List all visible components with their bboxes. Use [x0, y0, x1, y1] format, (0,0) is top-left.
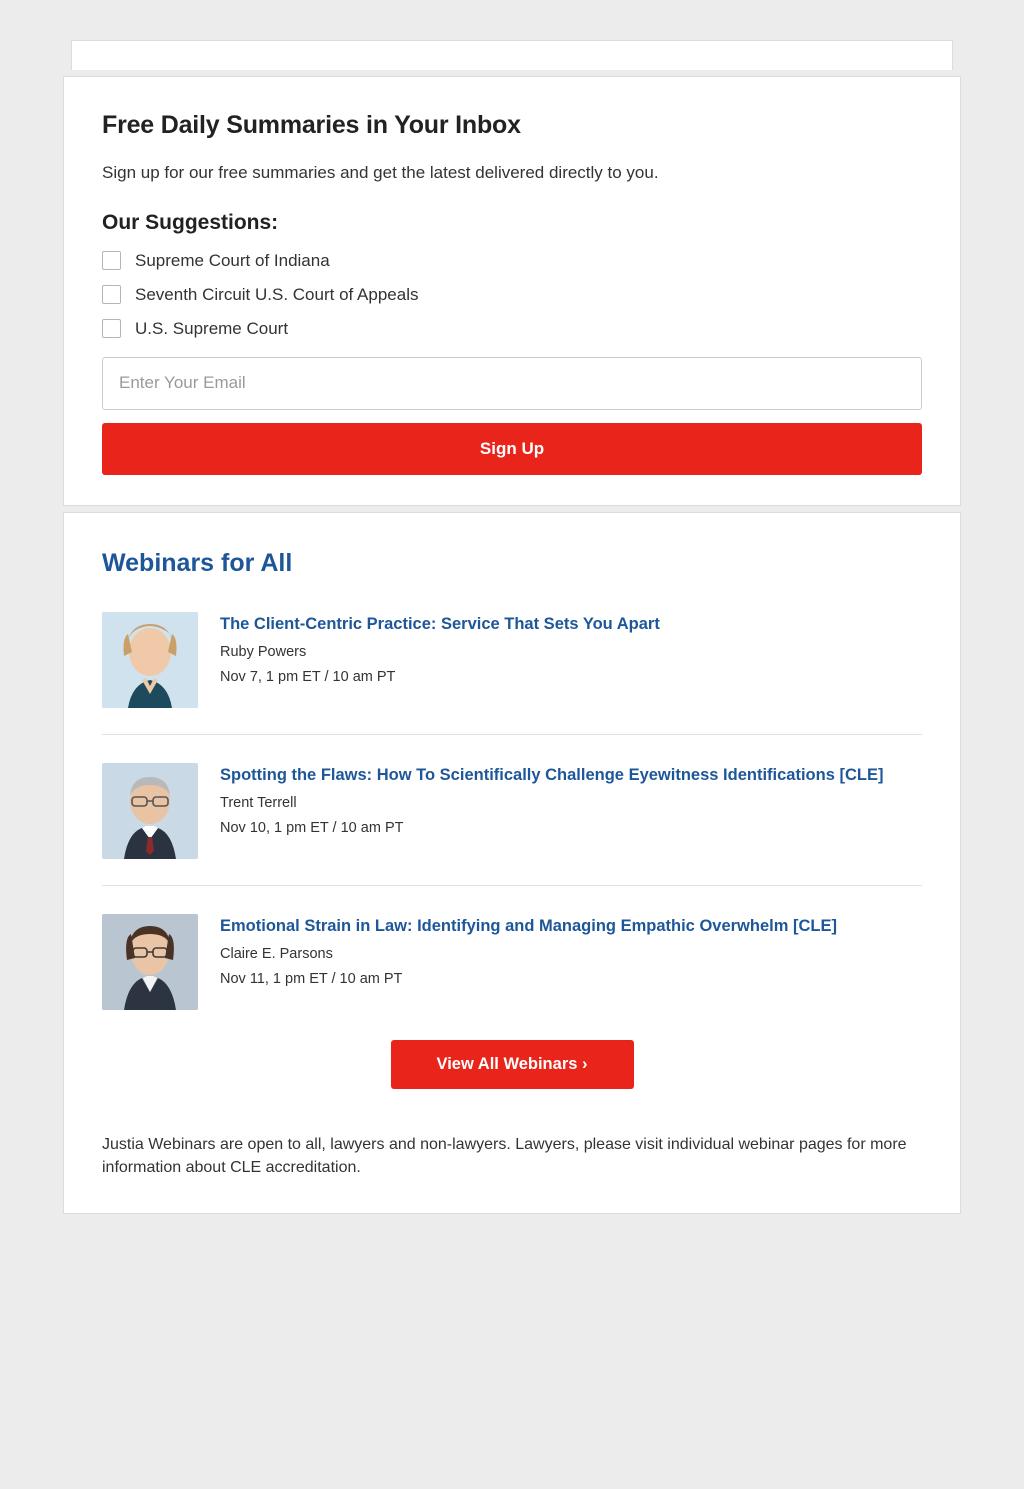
- webinars-heading: Webinars for All: [102, 548, 293, 577]
- webinar-title[interactable]: Spotting the Flaws: How To Scientifically Challenge Eyewitness Identifications [CLE]: [220, 765, 884, 784]
- webinars-card: [63, 512, 961, 1214]
- webinar-date: Nov 11, 1 pm ET / 10 am PT: [220, 970, 403, 987]
- webinar-date: Nov 7, 1 pm ET / 10 am PT: [220, 668, 396, 685]
- webinars-footnote: Justia Webinars are open to all, lawyers and non-lawyers. Lawyers, please visit individual webinar pages for more information about CLE accreditation.: [102, 1135, 907, 1177]
- sign-up-button[interactable]: Sign Up: [102, 423, 922, 475]
- suggestion-option-us-supreme-court[interactable]: [102, 319, 922, 339]
- speaker-photo-claire-parsons: [102, 914, 198, 1010]
- checkbox-icon[interactable]: [102, 251, 121, 270]
- suggestion-option-supreme-court-of-indiana[interactable]: [102, 251, 922, 271]
- previous-card-edge: [71, 40, 953, 70]
- webinar-list-item[interactable]: [102, 763, 922, 886]
- newsletter-signup-card: [63, 76, 961, 506]
- webinar-speaker: Claire E. Parsons: [220, 945, 333, 962]
- webinar-list-item[interactable]: [102, 914, 922, 1018]
- page-title: Free Daily Summaries in Your Inbox: [102, 111, 521, 139]
- view-all-webinars-button[interactable]: View All Webinars ›: [391, 1040, 634, 1089]
- checkbox-icon[interactable]: [102, 319, 121, 338]
- suggestions-heading: Our Suggestions:: [102, 210, 279, 234]
- signup-description: Sign up for our free summaries and get the latest delivered directly to you.: [102, 163, 659, 182]
- webinar-speaker: Trent Terrell: [220, 794, 297, 811]
- speaker-photo-ruby-powers: [102, 612, 198, 708]
- suggestion-label: Seventh Circuit U.S. Court of Appeals: [135, 284, 419, 304]
- suggestion-label: U.S. Supreme Court: [135, 318, 289, 338]
- webinar-title[interactable]: The Client-Centric Practice: Service That Sets You Apart: [220, 614, 660, 633]
- webinar-date: Nov 10, 1 pm ET / 10 am PT: [220, 819, 404, 836]
- email-input[interactable]: [102, 357, 922, 410]
- speaker-photo-trent-terrell: [102, 763, 198, 859]
- view-all-webinars-row: [102, 1040, 922, 1089]
- suggestion-option-seventh-circuit[interactable]: [102, 285, 922, 305]
- page-content: [0, 40, 1024, 1214]
- suggestion-label: Supreme Court of Indiana: [135, 250, 330, 270]
- checkbox-icon[interactable]: [102, 285, 121, 304]
- webinar-speaker: Ruby Powers: [220, 643, 307, 660]
- webinar-list-item[interactable]: [102, 612, 922, 735]
- webinar-title[interactable]: Emotional Strain in Law: Identifying and Managing Empathic Overwhelm [CLE]: [220, 916, 837, 935]
